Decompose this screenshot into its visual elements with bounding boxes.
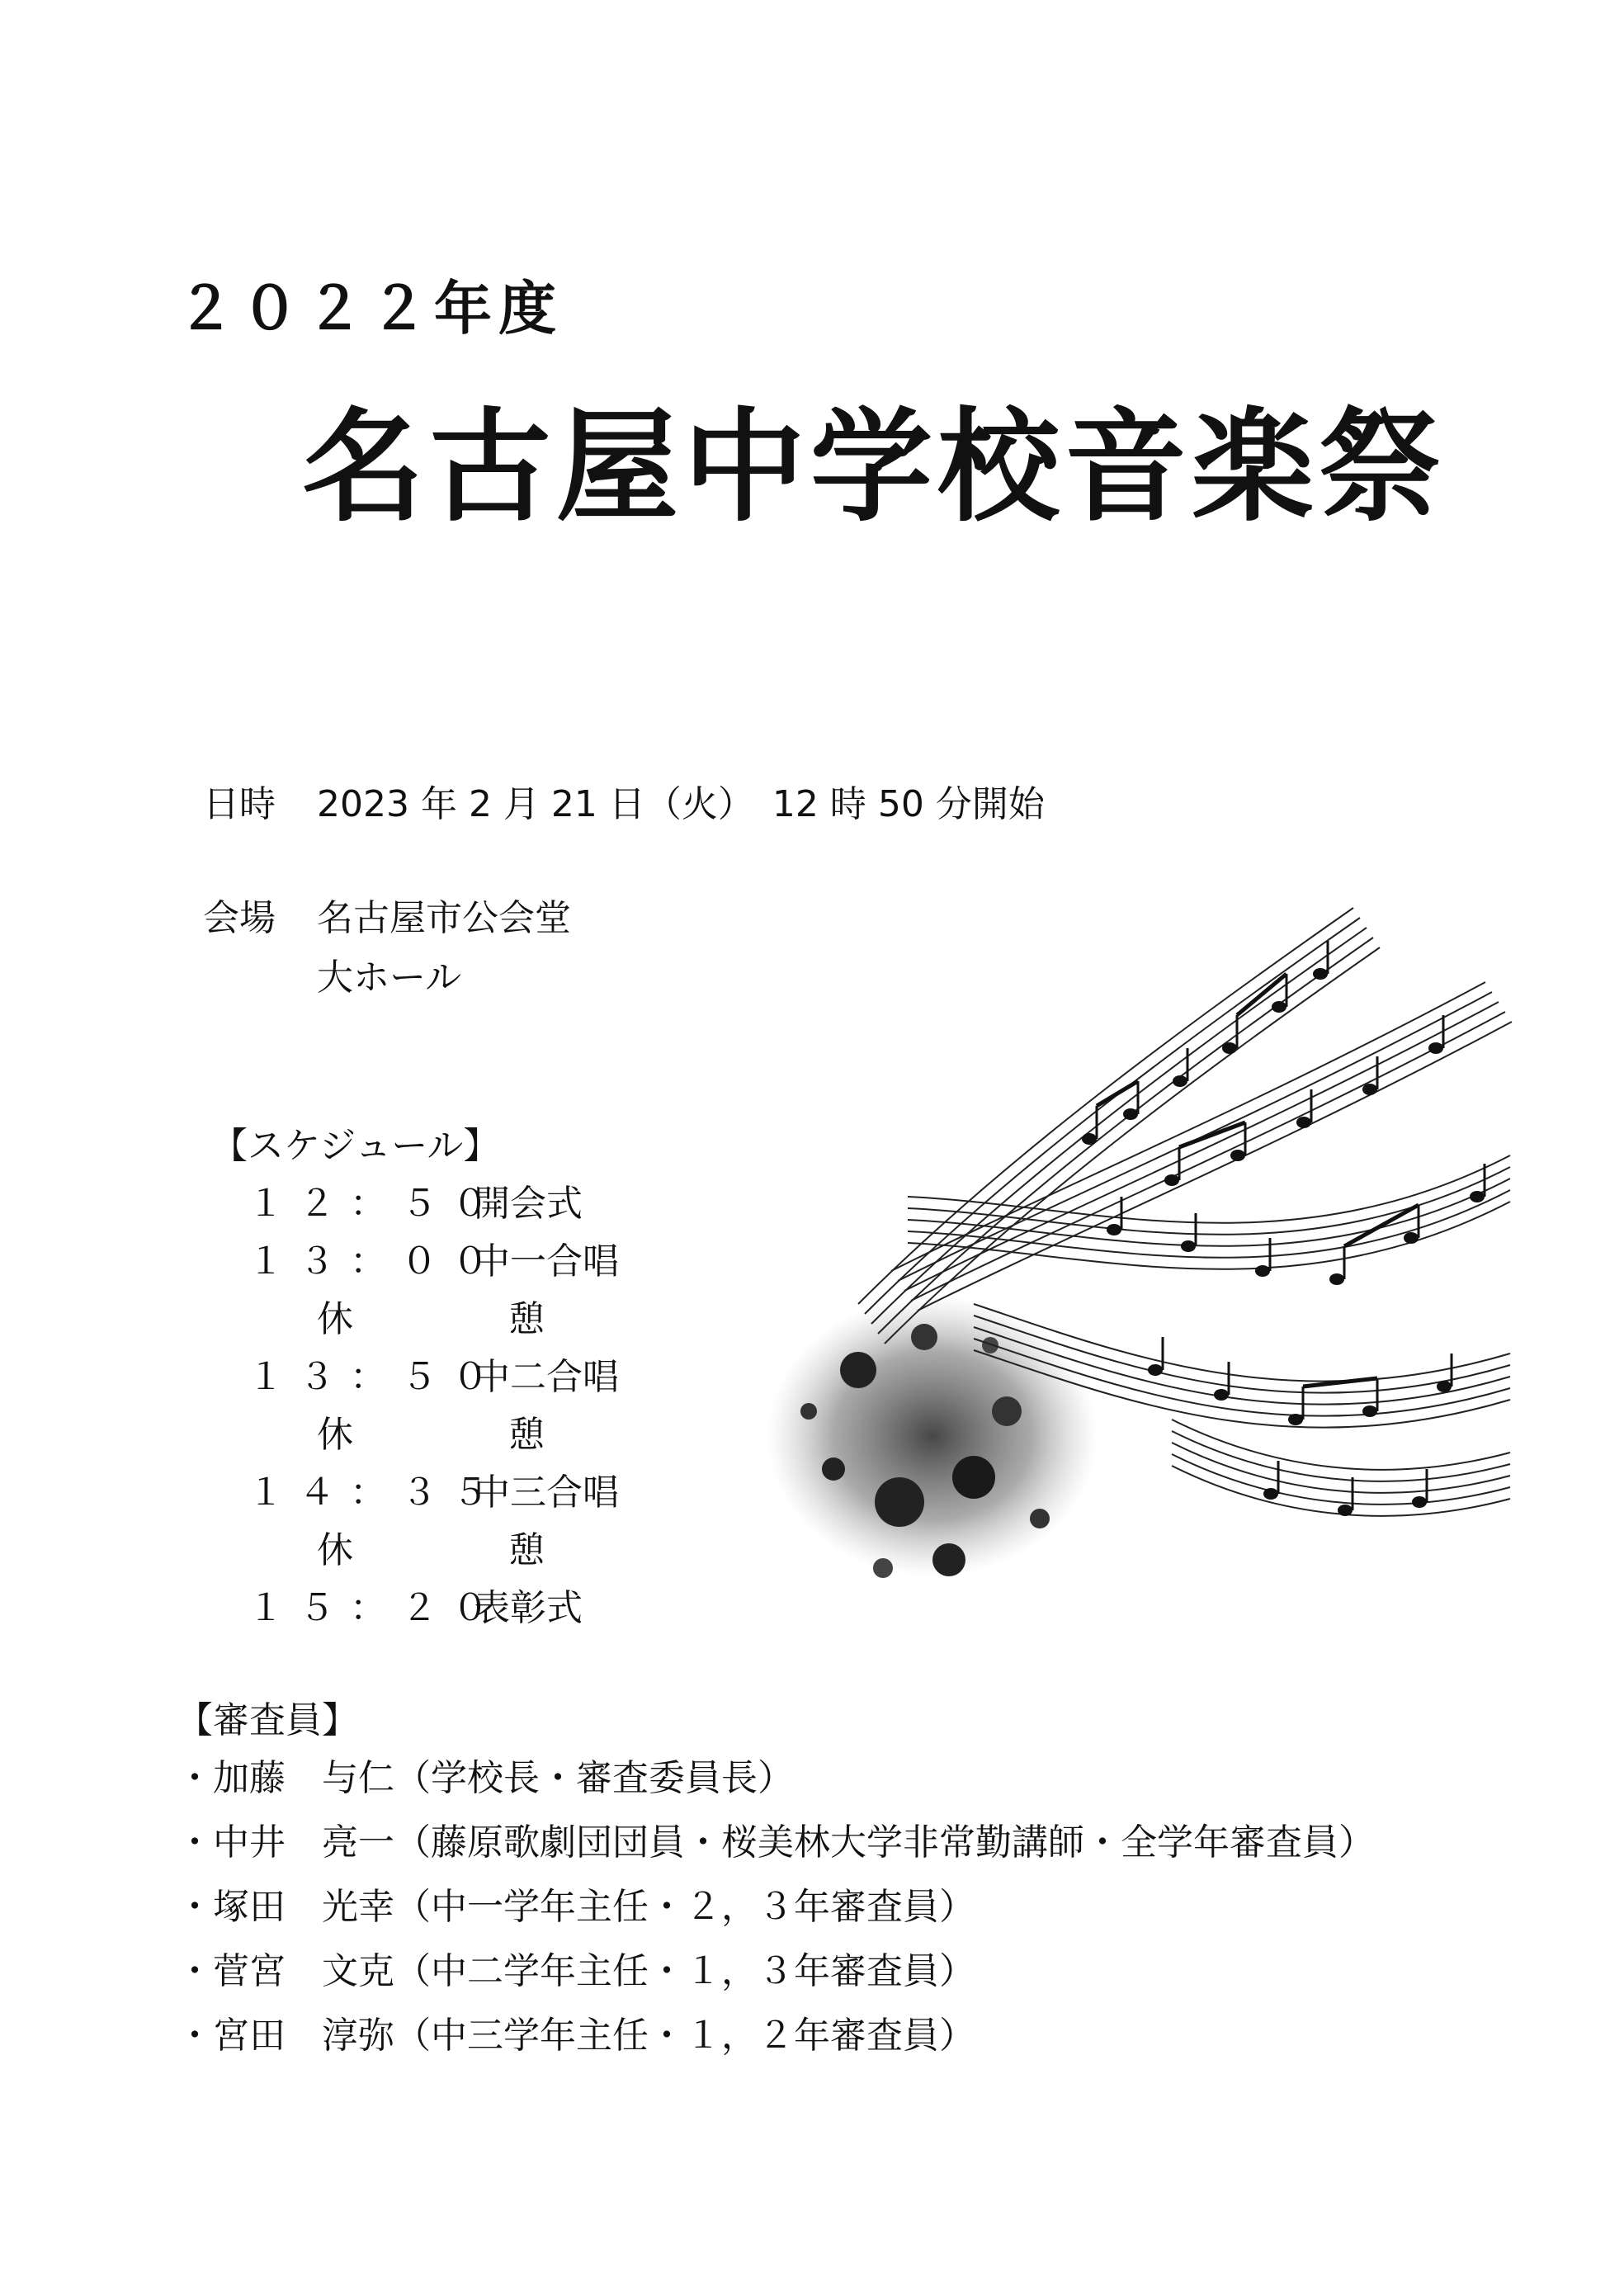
judge-row: ・塚田 光幸（中一学年主任・２，３年審査員）	[177, 1886, 975, 1928]
judge-row: ・宮田 淳弥（中三学年主任・１，２年審査員）	[177, 2015, 975, 2057]
datetime-value: 2023 年 2 月 21 日（火） 12 時 50 分開始	[317, 783, 1045, 825]
schedule-time: １３：５０	[248, 1356, 503, 1398]
datetime-label: 日時	[203, 783, 276, 825]
schedule-time: １２：５０	[248, 1183, 503, 1225]
schedule-time: １４：３５	[248, 1472, 503, 1514]
schedule-time: １５：２０	[248, 1587, 503, 1629]
year-heading: ２０２２年度	[177, 275, 563, 343]
schedule-event: 表彰式	[474, 1587, 583, 1629]
schedule-break: 憩	[508, 1529, 545, 1571]
music-score-wave-icon	[759, 842, 1527, 1684]
schedule-break: 憩	[508, 1298, 545, 1340]
schedule-break: 休	[317, 1298, 353, 1340]
venue-label: 会場	[203, 897, 276, 939]
judge-row: ・中井 亮一（藤原歌劇団団員・桜美林大学非常勤講師・全学年審査員）	[177, 1821, 1375, 1864]
schedule-event: 中一合唱	[474, 1240, 619, 1283]
schedule-heading: 【スケジュール】	[211, 1125, 500, 1167]
schedule-break: 憩	[508, 1414, 545, 1456]
page-title: 名古屋中学校音楽祭	[302, 396, 1446, 538]
judge-row: ・加藤 与仁（学校長・審査委員長）	[177, 1757, 794, 1799]
judge-row: ・菅宮 文克（中二学年主任・１，３年審査員）	[177, 1950, 975, 1992]
schedule-time: １３：００	[248, 1240, 503, 1283]
venue-hall: 大ホール	[317, 957, 462, 999]
schedule-event: 開会式	[474, 1183, 583, 1225]
schedule-break: 休	[317, 1529, 353, 1571]
judges-heading: 【審査員】	[177, 1699, 358, 1741]
venue-name: 名古屋市公会堂	[317, 897, 571, 939]
schedule-event: 中三合唱	[474, 1472, 619, 1514]
schedule-event: 中二合唱	[474, 1356, 619, 1398]
schedule-break: 休	[317, 1414, 353, 1456]
